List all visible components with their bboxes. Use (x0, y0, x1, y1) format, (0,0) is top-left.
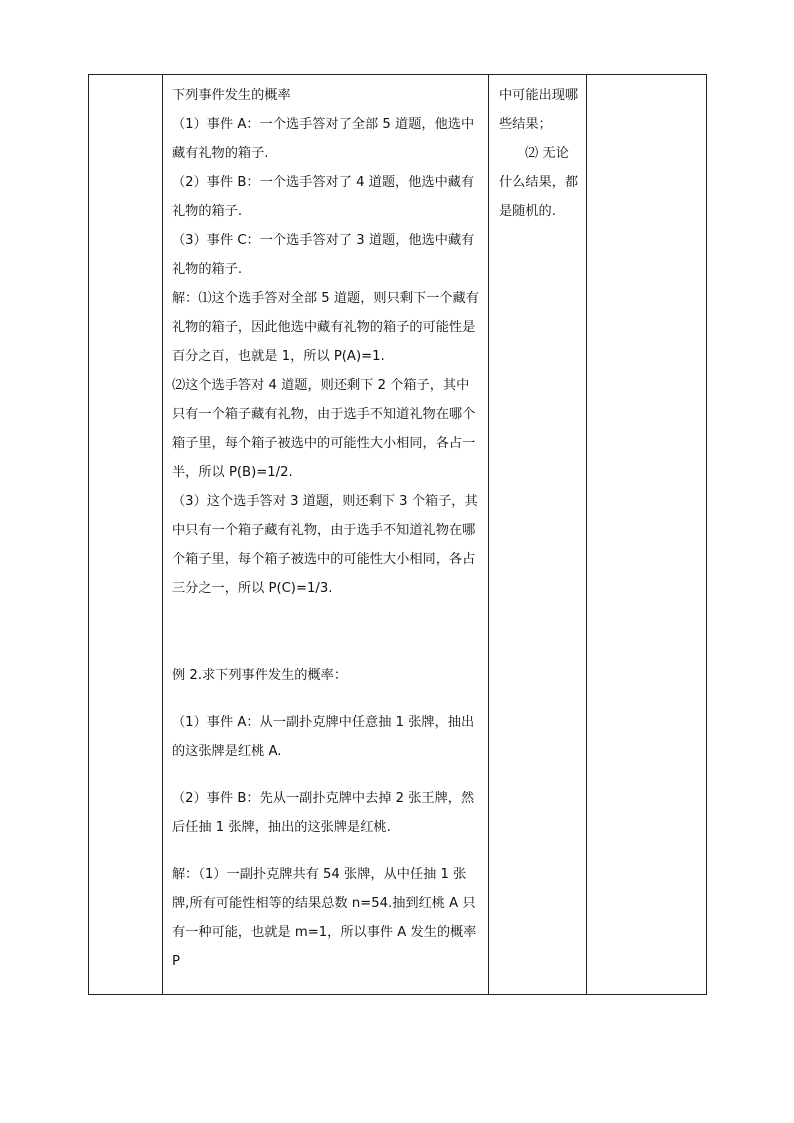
question-3: （3）事件 C：一个选手答对了 3 道题，他选中藏有礼物的箱子. (172, 233, 475, 277)
content-table (88, 74, 707, 995)
solution-1: 解：⑴这个选手答对全部 5 道题，则只剩下一个藏有礼物的箱子，因此他选中藏有礼物的箱子的可能性是百分之百，也就是 1，所以 P(A)=1. (172, 291, 479, 364)
question-1: （1）事件 A：一个选手答对了全部 5 道题，他选中藏有礼物的箱子. (172, 117, 475, 161)
left-empty-cell (89, 75, 163, 995)
side-note-2: ⑵ 无论什么结果，都是随机的. (499, 146, 579, 219)
side-note-1: 中可能出现哪些结果； (499, 88, 579, 132)
solution-2: ⑵这个选手答对 4 道题，则还剩下 2 个箱子，其中只有一个箱子藏有礼物，由于选手不知道礼物在哪个箱子里，每个箱子被选中的可能性大小相同，各占一半，所以 P(B)=1/2. (172, 378, 476, 480)
example-2-question-1: （1）事件 A：从一副扑克牌中任意抽 1 张牌，抽出的这张牌是红桃 A. (172, 715, 475, 759)
right-empty-cell (587, 75, 707, 995)
solution-3: （3）这个选手答对 3 道题，则还剩下 3 个箱子，其中只有一个箱子藏有礼物，由于选手不知道礼物在哪个箱子里，每个箱子被选中的可能性大小相同，各占三分之一，所以 P(C)=1/3. (172, 494, 478, 596)
side-note-cell (489, 75, 587, 995)
spacer (172, 603, 481, 661)
example-2-solution: 解：（1）一副扑克牌共有 54 张牌，从中任抽 1 张牌,所有可能性相等的结果总数 n=54.抽到红桃 A 只有一种可能，也就是 m=1，所以事件 A 发生的概率 P (172, 867, 477, 969)
spacer (172, 766, 481, 784)
example-2-title: 例 2.求下列事件发生的概率： (172, 668, 348, 683)
spacer (172, 690, 481, 708)
table-row (89, 75, 707, 995)
intro-line: 下列事件发生的概率 (172, 88, 291, 103)
question-2: （2）事件 B：一个选手答对了 4 道题，他选中藏有礼物的箱子. (172, 175, 475, 219)
spacer (172, 842, 481, 860)
main-content-cell (163, 75, 489, 995)
example-2-question-2: （2）事件 B：先从一副扑克牌中去掉 2 张王牌，然后任抽 1 张牌，抽出的这张牌是红桃. (172, 791, 475, 835)
